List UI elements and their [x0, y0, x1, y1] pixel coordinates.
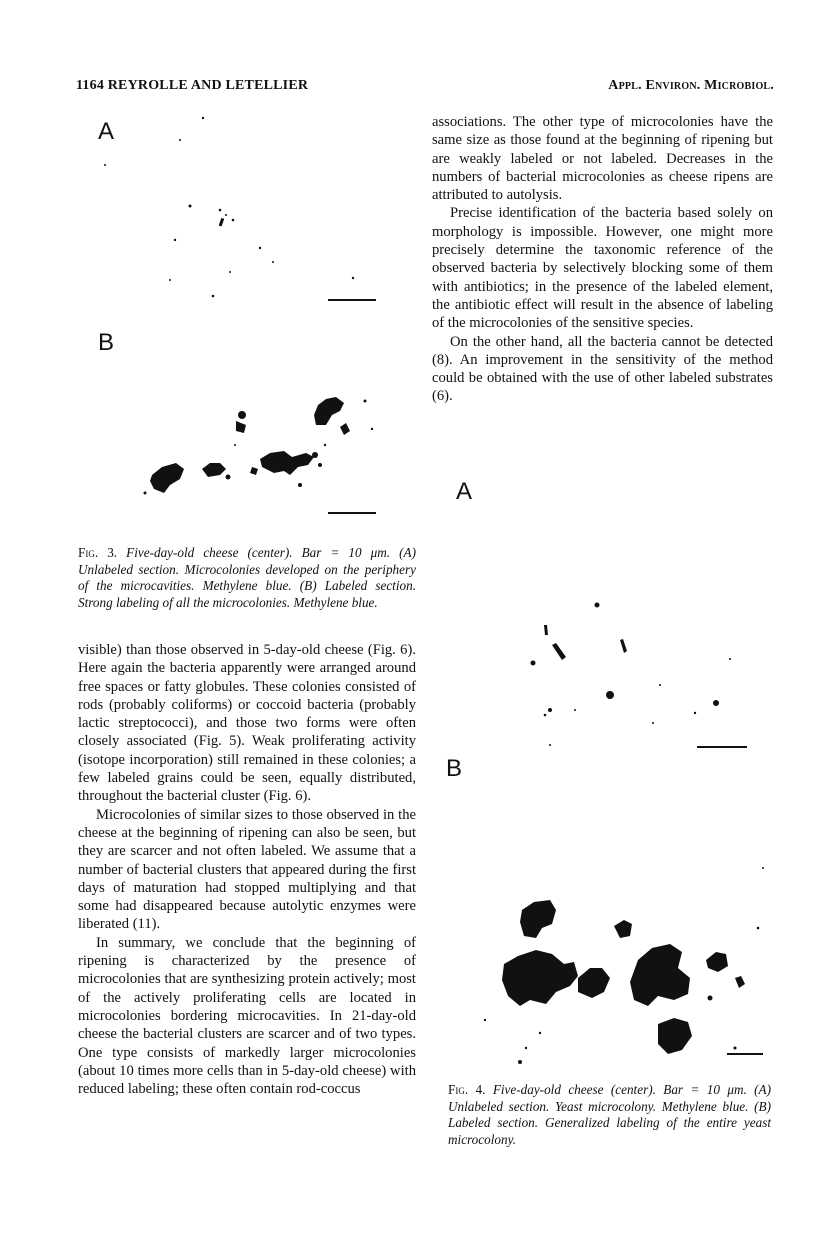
- fig3-panel-a-micrograph: [95, 110, 395, 310]
- fig4-panel-a-letter: A: [456, 478, 473, 505]
- left-paragraph-3: In summary, we conclude that the beginning of ripening is characterized by the presence of microcolonies that are synthesizing protein actively; most of the actively proliferating cells are located in microcolonies bordering microcavities. In 21-day-old cheese the bacterial clusters are scarcer and of two types. One type consists of markedly larger microcolonies (about 10 times more cells than in 5-day-old cheese) with reduced labeling; these often contain rod-coccus: [78, 934, 416, 1098]
- right-paragraph-2: Precise identification of the bacteria based solely on morphology is impossible. However, one might more precisely determine the taxonomic reference of the observed bacteria by selectively blocking some of them with antibiotics; in the presence of the labeled element, the antibiotic effect will result in the absence of labeling of the microcolonies of the sensitive species.: [432, 205, 773, 332]
- left-paragraph-2: Microcolonies of similar sizes to those observed in the cheese at the beginning of ripening can also be seen, but they are scarcer and not often labeled. We assume that a number of bacterial clusters that appeared during the first days of maturation had stopped multiplying and that some had disappeared because autolytic enzymes were liberated (11).: [78, 806, 416, 933]
- fig3-panel-b-letter: B: [98, 329, 115, 356]
- fig4-panel-b-scale-bar: [727, 1053, 763, 1055]
- left-column-text: [78, 641, 416, 1098]
- running-header-left: 1164 REYROLLE AND LETELLIER: [76, 78, 309, 93]
- fig3-panel-b-scale-bar: [328, 512, 376, 514]
- fig3-caption: [78, 545, 416, 611]
- fig3-caption-text: Five-day-old cheese (center). Bar = 10 μm. (A) Unlabeled section. Microcolonies developed on the periphery of the microcavities. Methylene blue. (B) Labeled section. Strong labeling of all the microcolonies. Methylene blue.: [78, 545, 416, 610]
- fig4-caption-text: Five-day-old cheese (center). Bar = 10 μm. (A) Unlabeled section. Yeast microcolony. Methylene blue. (B) Labeled section. Generalized labeling of the entire yeast microcolony.: [448, 1082, 772, 1147]
- running-header-journal: Appl. Environ. Microbiol.: [608, 78, 774, 93]
- fig3-panel-a-letter: A: [98, 118, 115, 145]
- left-paragraph-1: visible) than those observed in 5-day-old cheese (Fig. 6). Here again the bacteria apparently were arranged around free spaces or fatty globules. These colonies consisted of rods (probably coliforms) or coccoid bacteria (probably lactic streptococci), and those two forms were often closely associated (Fig. 5). Weak proliferating activity (isotope incorporation) still remained in these colonies; a few labeled grains could be seen, equally distributed, throughout the bacterial cluster (Fig. 6).: [78, 642, 416, 805]
- fig3-panel-a-scale-bar: [328, 299, 376, 301]
- right-column-text: [432, 113, 773, 406]
- fig4-caption: [448, 1082, 771, 1148]
- fig3-panel-b-micrograph: [140, 385, 390, 505]
- right-paragraph-1: associations. The other type of microcolonies have the same size as those found at the beginning of ripening but are weakly labeled or not labeled. Decreases in the numbers of bacterial microcolonies as cheese ripens are attributed to autolysis.: [432, 114, 773, 204]
- fig3-caption-label: Fig. 3.: [78, 545, 118, 560]
- right-paragraph-3: On the other hand, all the bacteria cannot be detected (8). An improvement in the sensitivity of the method could be obtained with the use of other labeled substrates (6).: [432, 333, 773, 405]
- fig4-panel-a-micrograph: [520, 595, 770, 755]
- fig4-panel-a-scale-bar: [697, 746, 747, 748]
- fig4-panel-b-micrograph: [480, 848, 770, 1068]
- fig4-caption-label: Fig. 4.: [448, 1082, 486, 1097]
- fig4-panel-b-letter: B: [446, 755, 463, 782]
